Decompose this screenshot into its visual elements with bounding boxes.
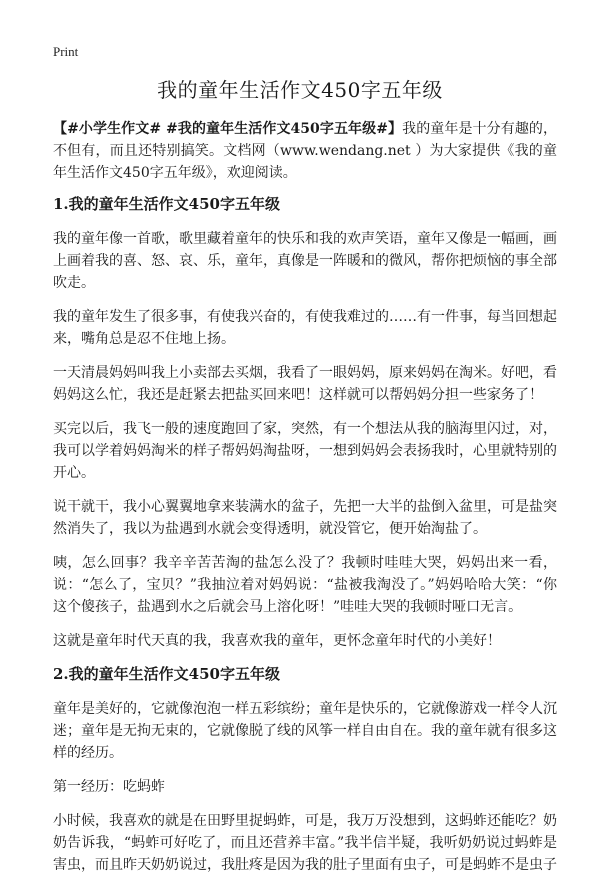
article-body	[53, 118, 557, 876]
section-2-paragraph-2: 小时候，我喜欢的就是在田野里捉蚂蚱，可是，我万万没想到，这蚂蚱还能吃？奶奶告诉我，“蚂蚱可好吃了，而且还营养丰富。”我半信半疑，我听奶奶说过蚂蚱是害虫，而且昨天奶奶说过，我肚疼是因为我的肚子里面有虫子，可是蚂蚱不是虫子	[53, 813, 557, 873]
section-2-subheading: 第一经历：吃蚂蚱	[53, 779, 165, 795]
intro-tags: 【#小学生作文# #我的童年生活作文450字五年级#】	[53, 121, 403, 137]
page-title: 我的童年生活作文450字五年级	[157, 78, 443, 102]
section-1-paragraph-6: 咦，怎么回事？我辛辛苦苦淘的盐怎么没了？我顿时哇哇大哭，妈妈出来一看，说：“怎么了，宝贝？”我抽泣着对妈妈说：“盐被我淘没了。”妈妈哈哈大笑：“你这个傻孩子，盐遇到水之后就会马上溶化呀！”哇哇大哭的我顿时哑口无言。	[53, 555, 557, 615]
intro-paragraph	[53, 118, 557, 184]
intro-text: 我的童年是十分有趣的，不但有，而且还特别搞笑。文档网（www.wendang.net ）为大家提供《我的童年生活作文450字五年级》，欢迎阅读。	[53, 121, 557, 181]
section-1-paragraph-3: 一天清晨妈妈叫我上小卖部去买烟，我看了一眼妈妈，原来妈妈在淘米。好吧，看妈妈这么忙，我还是赶紧去把盐买回来吧！这样就可以帮妈妈分担一些家务了！	[53, 365, 557, 403]
section-1-paragraph-4: 买完以后，我飞一般的速度跑回了家，突然，有一个想法从我的脑海里闪过，对，我可以学着妈妈淘米的样子帮妈妈淘盐呀，一想到妈妈会表扬我时，心里就特别的开心。	[53, 421, 557, 481]
section-2-paragraph-1: 童年是美好的，它就像泡泡一样五彩缤纷；童年是快乐的，它就像游戏一样令人沉迷；童年是无拘无束的，它就像脱了线的风筝一样自由自在。我的童年就有很多这样的经历。	[53, 701, 557, 761]
section-1-paragraph-7: 这就是童年时代天真的我，我喜欢我的童年，更怀念童年时代的小美好！	[53, 633, 501, 649]
section-1-paragraph-5: 说干就干，我小心翼翼地拿来装满水的盆子，先把一大半的盐倒入盆里，可是盐突然消失了，我以为盐遇到水就会变得透明，就没管它，便开始淘盐了。	[53, 499, 557, 537]
section-1-heading: 1.我的童年生活作文450字五年级	[53, 195, 280, 213]
section-2-heading: 2.我的童年生活作文450字五年级	[53, 665, 280, 683]
section-1-paragraph-1: 我的童年像一首歌，歌里藏着童年的快乐和我的欢声笑语，童年又像是一幅画，画上画着我的喜、怒、哀、乐，童年，真像是一阵暖和的微风，帮你把烦恼的事全部吹走。	[53, 231, 557, 291]
print-link[interactable]: Print	[53, 44, 79, 59]
section-1-paragraph-2: 我的童年发生了很多事，有使我兴奋的，有使我难过的……有一件事，每当回想起来，嘴角总是忍不住地上扬。	[53, 309, 557, 347]
